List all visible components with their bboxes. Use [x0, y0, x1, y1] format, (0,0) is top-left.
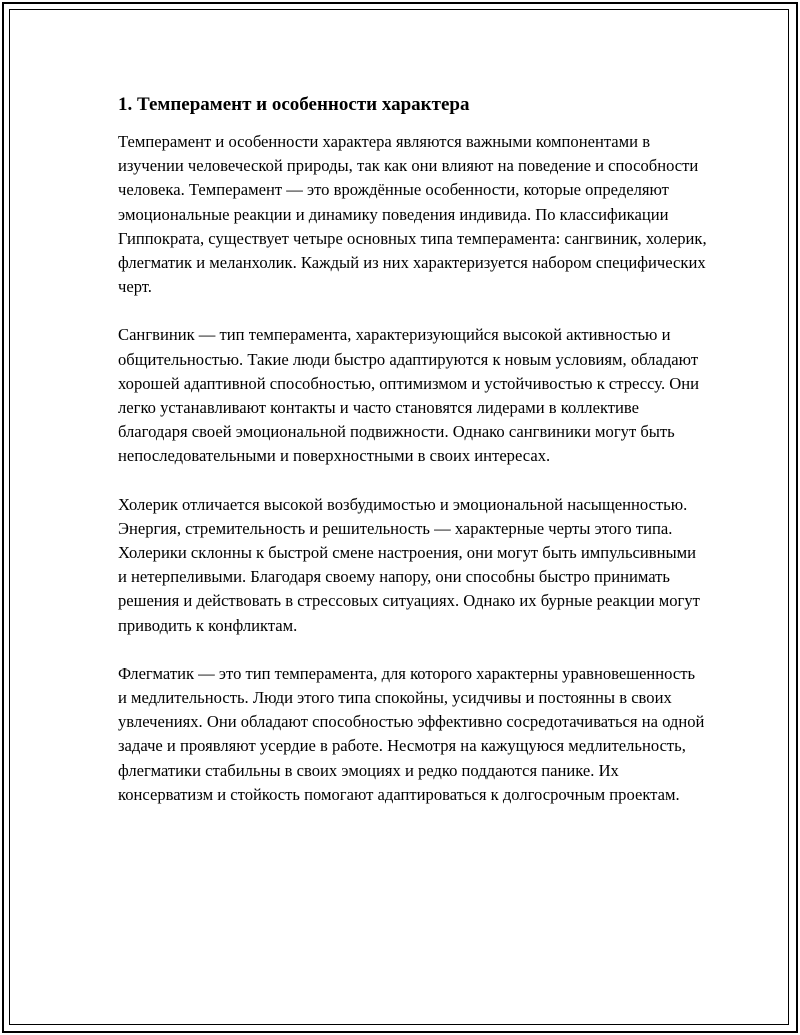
paragraph-sanguine: Сангвиник — тип темперамента, характеризующийся высокой активностью и общительностью. Такие люди быстро адаптируются к новым условиям, обладают хорошей адаптивной способностью, оптимизмом и устойчивостью к стрессу. Они легко устанавливают контакты и часто становятся лидерами в коллективе благодаря своей эмоциональной подвижности. Однако сангвиники могут быть непоследовательными и поверхностными в своих интересах. — [118, 325, 699, 466]
paragraph-phlegmatic: Флегматик — это тип темперамента, для которого характерны уравновешенность и медлительность. Люди этого типа спокойны, усидчивы и постоянны в своих увлечениях. Они обладают способностью эффективно сосредотачиваться на одной задаче и проявляют усердие в работе. Несмотря на кажущуюся медлительность, флегматики стабильны в своих эмоциях и редко поддаются панике. Их консерватизм и стойкость помогают адаптироваться к долгосрочным проектам. — [118, 663, 705, 804]
section-heading: 1. Темперамент и особенности характера — [118, 94, 470, 115]
document-body — [118, 92, 708, 831]
paragraph-choleric: Холерик отличается высокой возбудимостью и эмоциональной насыщенностью. Энергия, стремительность и решительность — характерные черты этого типа. Холерики склонны к быстрой смене настроения, они могут быть импульсивными и нетерпеливыми. Благодаря своему напору, они способны быстро принимать решения и действовать в стрессовых ситуациях. Однако их бурные реакции могут приводить к конфликтам. — [118, 494, 700, 635]
paragraph-intro: Темперамент и особенности характера являются важными компонентами в изучении человеческой природы, так как они влияют на поведение и способности человека. Темперамент — это врождённые особенности, которые определяют эмоциональные реакции и динамику поведения индивида. По классификации Гиппократа, существует четыре основных типа темперамента: сангвиник, холерик, флегматик и меланхолик. Каждый из них характеризуется набором специфических черт. — [118, 132, 707, 297]
